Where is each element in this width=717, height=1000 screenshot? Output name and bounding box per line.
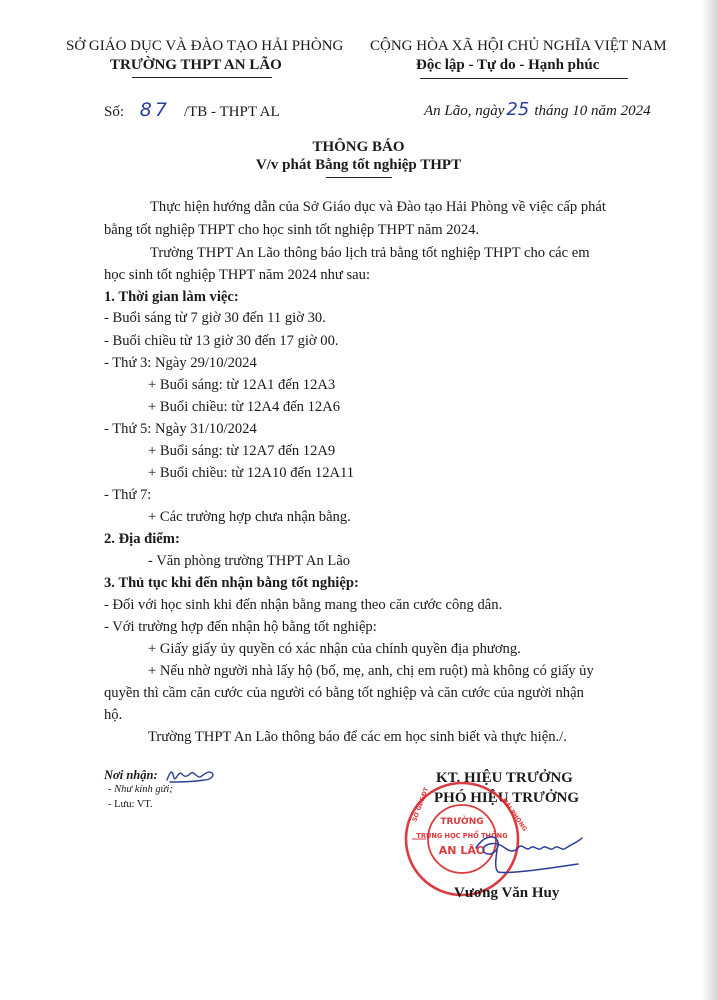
- section-3-line-3: + Giấy giấy ủy quyền có xác nhận của chính quyền địa phương.: [148, 641, 521, 657]
- svg-text:TRƯỜNG: TRƯỜNG: [440, 817, 484, 827]
- number-prefix: Số:: [104, 104, 125, 120]
- section-1-line-7: + Buổi sáng: từ 12A7 đến 12A9: [148, 443, 336, 459]
- school-name: TRƯỜNG THPT AN LÃO: [110, 57, 282, 73]
- section-3-line-4: + Nếu nhờ người nhà lấy hộ (bố, mẹ, anh, chị em ruột) mà không có giấy ủy: [148, 663, 594, 679]
- date-suffix: tháng 10 năm 2024: [534, 103, 651, 119]
- recipient-item-2: - Lưu: VT.: [108, 799, 153, 810]
- section-1-line-2: - Buổi chiều từ 13 giờ 30 đến 17 giờ 00.: [104, 333, 339, 349]
- section-1-line-4: + Buổi sáng: từ 12A1 đến 12A3: [148, 377, 336, 393]
- section-1-line-3: - Thứ 3: Ngày 29/10/2024: [104, 355, 257, 371]
- svg-text:TRUNG HỌC PHỔ THÔNG: TRUNG HỌC PHỔ THÔNG: [416, 832, 508, 840]
- section-3-line-5: quyền thì cầm căn cước của người có bằng tốt nghiệp và căn cước của người nhận: [104, 685, 584, 701]
- subject-underline: [326, 177, 392, 178]
- number-handwritten: 87: [139, 99, 170, 121]
- document-number: [104, 99, 280, 121]
- section-1-heading: 1. Thời gian làm việc:: [104, 289, 239, 305]
- svg-text:HẢI PHÒNG: HẢI PHÒNG: [500, 797, 529, 833]
- section-1-line-8: + Buổi chiều: từ 12A10 đến 12A11: [148, 465, 355, 481]
- section-3-heading: 3. Thủ tục khi đến nhận bằng tốt nghiệp:: [104, 575, 359, 591]
- recipients-label: Nơi nhận:: [104, 768, 158, 782]
- document-date: [424, 99, 651, 120]
- national-motto: Độc lập - Tự do - Hạnh phúc: [416, 57, 600, 73]
- section-1-line-5: + Buổi chiều: từ 12A4 đến 12A6: [148, 399, 341, 415]
- signature-title-2: PHÓ HIỆU TRƯỞNG: [434, 790, 580, 806]
- motto-underline: [420, 78, 628, 79]
- svg-text:AN LÃO: AN LÃO: [438, 844, 486, 857]
- section-1-line-1: - Buổi sáng từ 7 giờ 30 đến 11 giờ 30.: [104, 310, 326, 326]
- paragraph-1-line-1: Thực hiện hướng dẫn của Sở Giáo dục và Đào tạo Hải Phòng về việc cấp phát: [150, 199, 606, 215]
- notice-subject: V/v phát Bằng tốt nghiệp THPT: [255, 157, 462, 173]
- date-day-handwritten: 25: [506, 99, 530, 120]
- section-1-line-6: - Thứ 5: Ngày 31/10/2024: [104, 421, 257, 437]
- section-1-line-9: - Thứ 7:: [104, 487, 152, 503]
- paragraph-1-line-2: bằng tốt nghiệp THPT cho học sinh tốt nghiệp THPT năm 2024.: [104, 222, 480, 238]
- closing-line: Trường THPT An Lão thông báo để các em học sinh biết và thực hiện./.: [148, 729, 567, 745]
- school-name-underline: [132, 77, 272, 78]
- svg-text:SỞ GD&ĐT: SỞ GD&ĐT: [411, 786, 431, 823]
- paragraph-2-line-2: học sinh tốt nghiệp THPT năm 2024 như sau:: [104, 267, 370, 283]
- recipients-initials-scribble: [164, 764, 222, 786]
- signer-name: Vương Văn Huy: [454, 885, 560, 901]
- signature-title-1: KT. HIỆU TRƯỞNG: [436, 770, 573, 786]
- number-suffix: /TB - THPT AL: [183, 104, 280, 120]
- handwritten-signature: [468, 818, 588, 878]
- section-2-line-1: - Văn phòng trường THPT An Lão: [148, 553, 351, 569]
- paragraph-2-line-1: Trường THPT An Lão thông báo lịch trả bằng tốt nghiệp THPT cho các em: [150, 245, 590, 261]
- notice-title: THÔNG BÁO: [312, 139, 405, 155]
- date-prefix: An Lão, ngày: [424, 103, 505, 119]
- department-name: SỞ GIÁO DỤC VÀ ĐÀO TẠO HẢI PHÒNG: [66, 38, 344, 54]
- section-3-line-1: - Đối với học sinh khi đến nhận bằng mang theo căn cước công dân.: [104, 597, 503, 613]
- national-title: CỘNG HÒA XÃ HỘI CHỦ NGHĨA VIỆT NAM: [370, 38, 667, 54]
- recipient-item-1: - Như kính gửi;: [108, 784, 173, 795]
- section-2-heading: 2. Địa điểm:: [104, 531, 180, 547]
- section-3-line-2: - Với trường hợp đến nhận hộ bằng tốt nghiệp:: [104, 619, 377, 635]
- section-3-line-6: hộ.: [104, 707, 123, 723]
- scan-edge-shadow: [701, 0, 717, 1000]
- section-1-line-10: + Các trường hợp chưa nhận bằng.: [148, 509, 351, 525]
